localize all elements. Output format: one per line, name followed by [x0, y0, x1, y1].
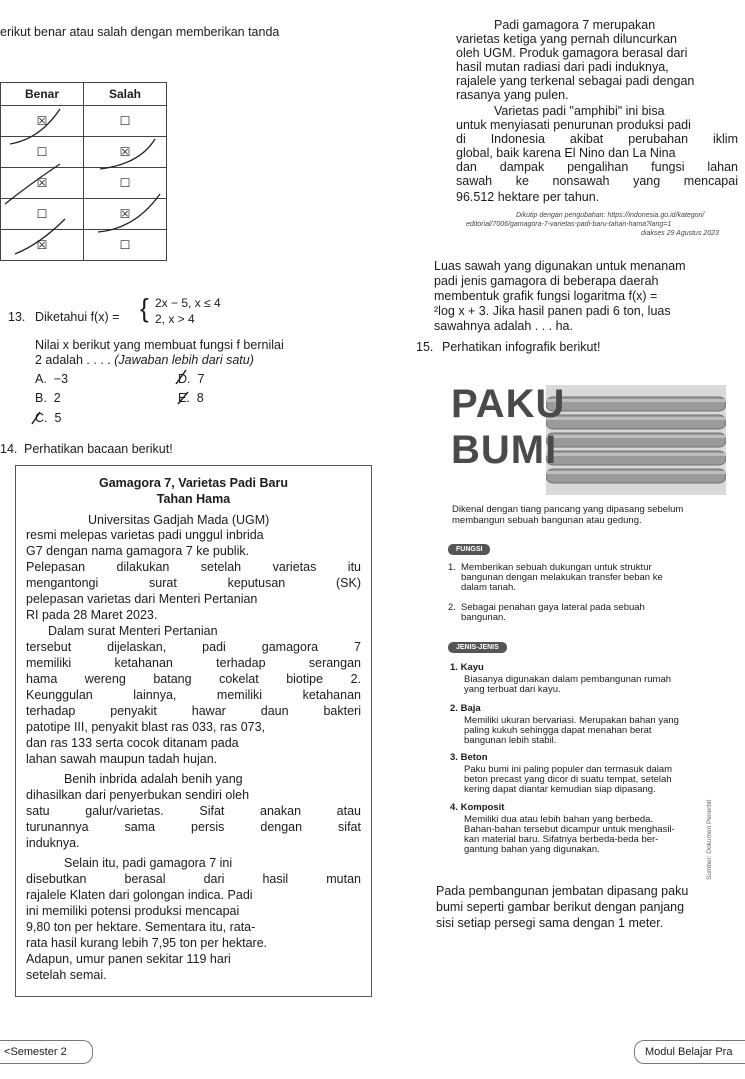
article-title: Gamagora 7, Varietas Padi Baru: [99, 476, 288, 490]
article-subtitle: Tahan Hama: [156, 492, 231, 506]
answer-marks: [30, 366, 210, 428]
question-number: 14.: [0, 442, 18, 456]
infographic-subtitle: membangun sebuah bangunan atau gedung.: [452, 515, 642, 526]
article-line: dan ras 133 serta cocok ditanam pada: [26, 736, 239, 750]
article-line: rajalele Klaten dari golongan indica. Padi: [26, 888, 253, 902]
question-line: Luas sawah yang digunakan untuk menanam: [434, 259, 686, 273]
footer-semester: <Semester 2: [0, 1040, 93, 1064]
source-credit: Sumber: Dokumen Penerbit: [706, 799, 713, 880]
text-line: rasanya yang pulen.: [456, 88, 569, 102]
jenis-item-baja: 2. Baja: [450, 703, 481, 714]
question-text: Perhatikan bacaan berikut!: [24, 442, 173, 456]
text-line: dan dampak pengalihan fungsi lahan: [456, 160, 738, 174]
jenis-desc: yang terbuat dari kayu.: [464, 684, 561, 695]
article-line: setelah semai.: [26, 968, 107, 982]
article-line: hama wereng batang cokelat biotipe 2.: [26, 672, 361, 686]
article-line: G7 dengan nama gamagora 7 ke publik.: [26, 544, 250, 558]
article-line: Adapun, umur panen sekitar 119 hari: [26, 952, 231, 966]
instruction-text: erikut benar atau salah dengan memberikan tanda: [0, 25, 280, 39]
checkbox-salah[interactable]: ☒: [84, 199, 167, 230]
checkbox-salah[interactable]: ☐: [84, 230, 167, 261]
article-line: ini memiliki potensi produksi mencapai: [26, 904, 240, 918]
checkbox-salah[interactable]: ☒: [84, 137, 167, 168]
fungsi-number: 2.: [448, 602, 456, 613]
article-line: Keunggulan lainnya, memiliki ketahanan: [26, 688, 361, 702]
jenis-desc: kan material baru. Sifatnya berbeda-beda ber-: [464, 834, 659, 845]
article-line: satu galur/varietas. Sifat anakan atau: [26, 804, 361, 818]
fungsi-text: Memberikan sebuah dukungan untuk struktur: [461, 562, 652, 573]
question-line: sawahnya adalah . . . ha.: [434, 319, 573, 333]
jenis-desc: bangunan lebih stabil.: [464, 735, 557, 746]
article-line: tersebut dijelaskan, padi gamagora 7: [26, 640, 361, 654]
question-number: 15.: [416, 340, 434, 354]
piecewise-case-1: 2x − 5, x ≤ 4: [155, 296, 221, 310]
header-salah: Salah: [84, 83, 167, 106]
option-e[interactable]: E. 8: [178, 391, 204, 405]
handwritten-marks: [0, 104, 170, 264]
article-line: induknya.: [26, 836, 80, 850]
fungsi-text: bangunan dengan melakukan transfer beban ke: [461, 572, 663, 583]
jenis-desc: Biasanya digunakan dalam pembangunan rumah: [464, 674, 672, 685]
checkbox-benar[interactable]: ☒: [1, 230, 84, 261]
article-line: Dalam surat Menteri Pertanian: [48, 624, 218, 638]
question-line: 2 adalah . . . . (Jawaban lebih dari satu): [35, 353, 254, 367]
jenis-desc: paling kukuh sehingga dapat menahan berat: [464, 725, 652, 736]
jenis-item-beton: 3. Beton: [450, 752, 488, 763]
article-line: terhadap penyakit hawar daun bakteri: [26, 704, 361, 718]
option-a[interactable]: A. −3: [35, 372, 69, 386]
article-line: Universitas Gadjah Mada (UGM): [88, 513, 270, 527]
fungsi-text: bangunan.: [461, 612, 506, 623]
checkbox-salah[interactable]: ☐: [84, 168, 167, 199]
jenis-item-kayu: 1. Kayu: [450, 662, 484, 673]
checkbox-benar[interactable]: ☒: [1, 168, 84, 199]
article-line: Pelepasan dilakukan setelah varietas itu: [26, 560, 361, 574]
jenis-desc: Memiliki ukuran bervariasi. Merupakan bahan yang: [464, 715, 679, 726]
article-line: Benih inbrida adalah benih yang: [64, 772, 243, 786]
article-line: pelepasan varietas dari Menteri Pertanian: [26, 592, 258, 606]
question-line: bumi seperti gambar berikut dengan panjang: [436, 900, 685, 914]
article-line: lahan sawah maupun tadah hujan.: [26, 752, 218, 766]
article-line: patotipe III, penyakit blast ras 033, ras 073,: [26, 720, 266, 734]
question-line: Nilai x berikut yang membuat fungsi f bernilai: [35, 338, 284, 352]
text-line: di Indonesia akibat perubahan iklim: [456, 132, 738, 146]
article-line: dihasilkan dari penyerbukan sendiri oleh: [26, 788, 250, 802]
option-d[interactable]: D. 7: [178, 372, 205, 386]
question-line: sisi setiap persegi sama dengan 1 meter.: [436, 916, 664, 930]
brace-icon: {: [140, 293, 149, 323]
jenis-item-komposit: 4. Komposit: [450, 802, 505, 813]
jenis-desc: Paku bumi ini paling populer dan termasuk dalam: [464, 764, 673, 775]
right-column: [386, 0, 745, 1079]
article-line: memiliki ketahanan terhadap serangan: [26, 656, 361, 670]
fungsi-number: 1.: [448, 562, 456, 573]
jenis-desc: gantung bahan yang digunakan.: [464, 844, 600, 855]
option-c[interactable]: C. 5: [35, 411, 62, 425]
jenis-label: JENIS-JENIS: [448, 642, 507, 653]
piecewise-case-2: 2, x > 4: [155, 312, 195, 326]
question-line: membentuk grafik fungsi logaritma f(x) =: [434, 289, 658, 303]
question-line: Pada pembangunan jembatan dipasang paku: [436, 884, 689, 898]
citation-line: diakses 29 Agustus 2023: [641, 230, 719, 237]
jenis-desc: kering dapat diantar kemudian siap dipasang.: [464, 784, 656, 795]
infographic-subtitle: Dikenal dengan tiang pancang yang dipasang sebelum: [452, 504, 684, 515]
article-box: [15, 465, 372, 997]
article-line: mengantongi surat keputusan (SK): [26, 576, 361, 590]
citation-line: editorial/7006/gamagora-7-varietas-padi-baru-tahan-hama?lang=1: [466, 221, 672, 228]
header-benar: Benar: [1, 83, 84, 106]
article-line: turunannya sama persis dengan sifat: [26, 820, 361, 834]
text-line: untuk menyiasati penurunan produksi padi: [456, 118, 691, 132]
question-number: 13.: [8, 310, 26, 324]
text-line: rajalele yang terkenal sebagai padi dengan: [456, 74, 695, 88]
text-line: Varietas padi "amphibi" ini bisa: [494, 104, 665, 118]
text-line: hasil mutan radiasi dari padi induknya,: [456, 60, 669, 74]
checkbox-salah[interactable]: ☐: [84, 106, 167, 137]
article-line: resmi melepas varietas padi unggul inbrida: [26, 528, 264, 542]
article-line: 9,80 ton per hektare. Sementara itu, rata-: [26, 920, 256, 934]
text-line: oleh UGM. Produk gamagora berasal dari: [456, 46, 688, 60]
jenis-desc: Memiliki dua atau lebih bahan yang berbeda.: [464, 814, 654, 825]
text-line: 96.512 hektare per tahun.: [456, 190, 600, 204]
fungsi-label: FUNGSI: [448, 544, 490, 555]
fungsi-text: Sebagai penahan gaya lateral pada sebuah: [461, 602, 645, 613]
checkbox-benar[interactable]: ☐: [1, 137, 84, 168]
jenis-desc: Bahan-bahan tersebut dicampur untuk menghasil-: [464, 824, 675, 835]
text-line: sawah ke nonsawah yang mencapai: [456, 174, 738, 188]
article-line: Selain itu, padi gamagora 7 ini: [64, 856, 233, 870]
footer-module: Modul Belajar Pra: [634, 1040, 745, 1064]
pile-pipes-image: [546, 385, 726, 495]
article-line: disebutkan berasal dari hasil mutan: [26, 872, 361, 886]
checkbox-benar[interactable]: ☐: [1, 199, 84, 230]
fungsi-text: dalam tanah.: [461, 582, 516, 593]
citation-line: Dikutip dengan pengubahan: https://indonesia.go.id/kategori/: [516, 212, 705, 219]
article-line: RI pada 28 Maret 2023.: [26, 608, 158, 622]
question-line: ²log x + 3. Jika hasil panen padi 6 ton, luas: [434, 304, 671, 318]
infographic-title-1: PAKU: [451, 382, 566, 426]
option-b[interactable]: B. 2: [35, 391, 61, 405]
question-line: padi jenis gamagora di beberapa daerah: [434, 274, 659, 288]
question-stem: Diketahui f(x) =: [35, 310, 120, 324]
text-line: Padi gamagora 7 merupakan: [494, 18, 656, 32]
article-line: rata hasil kurang lebih 7,95 ton per hektare.: [26, 936, 268, 950]
infographic-title-2: BUMI: [451, 428, 558, 472]
jenis-desc: beton precast yang dicor di suatu tempat, setelah: [464, 774, 672, 785]
text-line: global, baik karena El Nino dan La Nina: [456, 146, 676, 160]
text-line: varietas ketiga yang pernah diluncurkan: [456, 32, 677, 46]
checkbox-benar[interactable]: ☒: [1, 106, 84, 137]
question-text: Perhatikan infografik berikut!: [442, 340, 601, 354]
